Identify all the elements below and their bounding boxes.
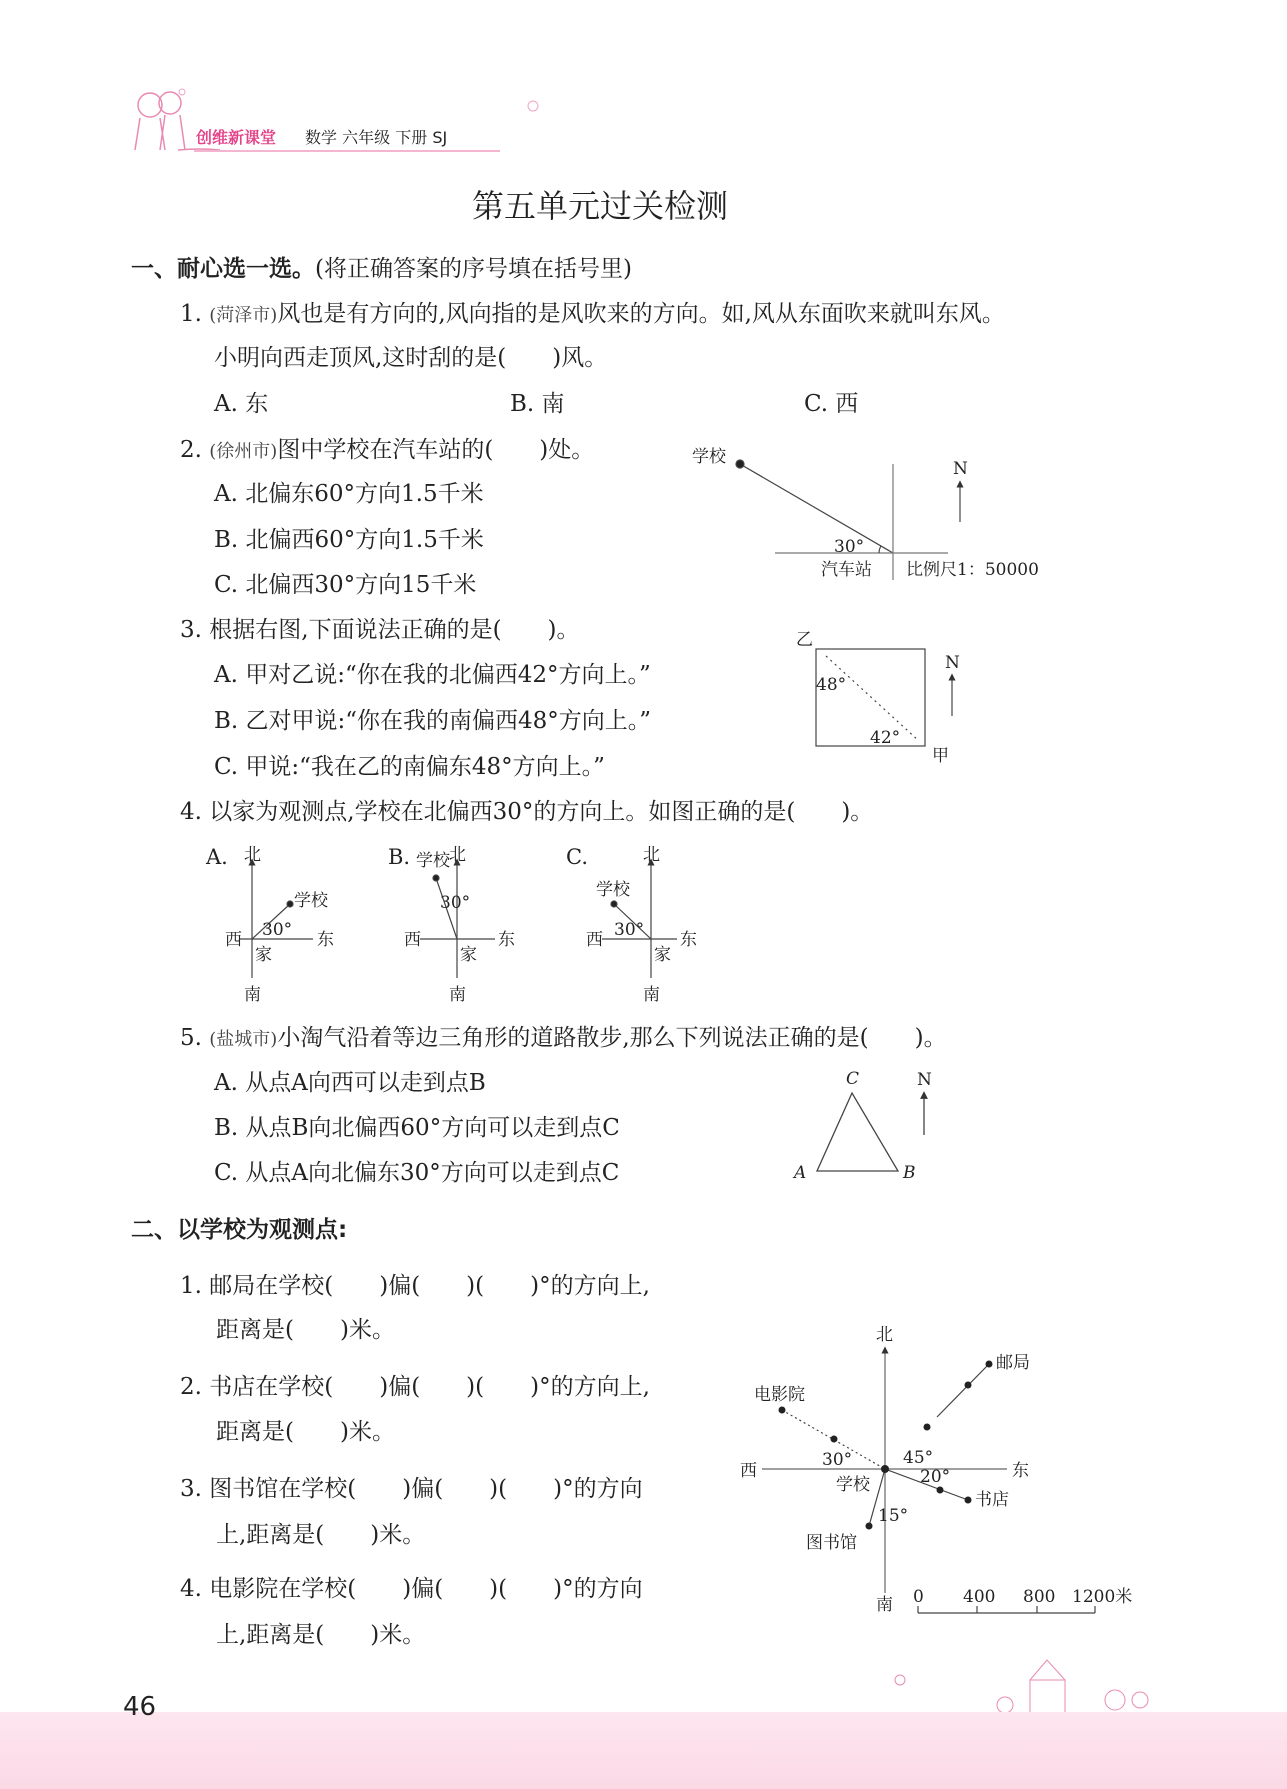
north-label: 北 [643, 845, 660, 865]
scale-1200-label: 1200米 [1072, 1587, 1133, 1607]
q-text: 书店在学校( )偏( )( )°的方向上, [209, 1374, 650, 1400]
q2-station-label: 汽车站 [821, 560, 872, 580]
q-number: 5. [180, 1025, 202, 1051]
west-label: 西 [404, 930, 421, 950]
q-text: 邮局在学校( )偏( )( )°的方向上, [209, 1273, 650, 1299]
page-title: 第五单元过关检测 [472, 187, 729, 225]
q-number: 2. [180, 1374, 202, 1400]
east-label: 东 [317, 930, 334, 950]
school-dot [881, 1465, 889, 1473]
q1-option-b: B. 南 [510, 391, 565, 417]
volume: 下册 [395, 128, 428, 147]
north-label: 北 [876, 1325, 893, 1345]
s2-item3-line2: 上,距离是( )米。 [216, 1522, 426, 1548]
edition: SJ [432, 128, 448, 147]
footer-castle-decoration [895, 1660, 1148, 1715]
q2-scale-label: 比例尺1：50000 [906, 560, 1039, 580]
school-label: 学校 [836, 1475, 870, 1495]
section2-heading: 二、以学校为观测点: [131, 1217, 348, 1243]
q5-option-a: A. 从点A向西可以走到点B [214, 1070, 486, 1096]
bookstore-label: 书店 [975, 1490, 1009, 1510]
section-note: (将正确答案的序号填在括号里) [315, 256, 632, 282]
q4-option-a-label: A. [206, 845, 228, 869]
q3-option-c: C. 甲说:“我在乙的南偏东48°方向上。” [214, 754, 605, 780]
q-text: 电影院在学校( )偏( )( )°的方向 [209, 1576, 643, 1602]
angle-45-label: 45° [903, 1448, 934, 1468]
angle-label: 30° [440, 893, 471, 913]
q-source: (盐城市) [209, 1029, 278, 1050]
post-office-label: 邮局 [996, 1353, 1030, 1373]
school-label: 学校 [596, 880, 630, 900]
q-text: 风也是有方向的,风向指的是风吹来的方向。如,风从东面吹来就叫东风。 [277, 301, 1005, 327]
school-label: 学校 [294, 891, 328, 911]
west-label: 西 [225, 930, 242, 950]
s2-item4-line2: 上,距离是( )米。 [216, 1622, 426, 1648]
q5-option-b: B. 从点B向北偏西60°方向可以走到点C [214, 1115, 620, 1141]
q-number: 3. [180, 1476, 202, 1502]
cinema-label: 电影院 [754, 1385, 805, 1405]
q3-jia-label: 甲 [932, 746, 949, 766]
west-label: 西 [586, 930, 603, 950]
north-label: 北 [244, 845, 261, 865]
angle-label: 30° [262, 920, 293, 940]
q4-option-c-label: C. [566, 845, 588, 869]
q5-triangle [817, 1093, 924, 1171]
school-dot [736, 460, 744, 468]
q3-option-b: B. 乙对甲说:“你在我的南偏西48°方向上。” [214, 708, 652, 734]
angle-15-label: 15° [878, 1506, 909, 1526]
q3-yi-label: 乙 [796, 630, 813, 650]
q1-line2: 小明向西走顶风,这时刮的是( )风。 [214, 345, 608, 371]
east-label: 东 [498, 930, 515, 950]
scale-400-label: 400 [963, 1587, 996, 1607]
q-number: 1. [180, 1273, 202, 1299]
page-number: 46 [123, 1692, 157, 1722]
home-label: 家 [255, 945, 272, 965]
q3-angle48: 48° [816, 675, 847, 695]
south-label: 南 [244, 985, 261, 1005]
q2-north-label: N [953, 459, 968, 479]
q3-north-label: N [945, 653, 960, 673]
angle-label: 30° [614, 920, 645, 940]
point-c-label: C [846, 1069, 860, 1089]
point-b-label: B [903, 1163, 916, 1183]
q-number: 2. [180, 437, 202, 463]
q-number: 4. [180, 799, 202, 825]
s2-item1-line2: 距离是( )米。 [216, 1317, 395, 1343]
school-label: 学校 [416, 851, 450, 871]
east-label: 东 [1012, 1461, 1029, 1481]
angle-20-label: 20° [920, 1467, 951, 1487]
west-label: 西 [740, 1461, 757, 1481]
south-label: 南 [876, 1595, 893, 1615]
point-a-label: A [794, 1163, 807, 1183]
q2-option-c: C. 北偏西30°方向15千米 [214, 572, 477, 598]
q3-option-a: A. 甲对乙说:“你在我的北偏西42°方向上。” [214, 662, 651, 688]
q1-option-a: A. 东 [214, 391, 269, 417]
q3-angle42: 42° [870, 728, 901, 748]
q-source: (徐州市) [209, 441, 278, 462]
south-label: 南 [643, 985, 660, 1005]
q-text: 小淘气沿着等边三角形的道路散步,那么下列说法正确的是( )。 [277, 1025, 947, 1051]
library-label: 图书馆 [806, 1533, 857, 1553]
scale-800-label: 800 [1023, 1587, 1056, 1607]
q-number: 3. [180, 617, 202, 643]
q2-school-label: 学校 [692, 447, 726, 467]
q1-option-c: C. 西 [804, 391, 859, 417]
q-text: 图书馆在学校( )偏( )( )°的方向 [209, 1476, 643, 1502]
footer-band [0, 1712, 1287, 1789]
q-number: 4. [180, 1576, 202, 1602]
q-text: 根据右图,下面说法正确的是( )。 [209, 617, 580, 643]
q2-option-a: A. 北偏东60°方向1.5千米 [214, 481, 484, 507]
home-label: 家 [654, 945, 671, 965]
q-number: 1. [180, 301, 202, 327]
q-text: 图中学校在汽车站的( )处。 [277, 437, 595, 463]
grade: 六年级 [342, 128, 391, 147]
south-label: 南 [449, 985, 466, 1005]
brand-name: 创维新课堂 [196, 128, 277, 147]
q5-option-c: C. 从点A向北偏东30°方向可以走到点C [214, 1160, 620, 1186]
subject: 数学 [305, 128, 338, 147]
q2-angle-label: 30° [834, 537, 865, 557]
q-text: 以家为观测点,学校在北偏西30°的方向上。如图正确的是( )。 [209, 799, 874, 825]
q-source: (菏泽市) [209, 305, 278, 326]
section-title: 一、耐心选一选。 [131, 256, 315, 282]
q2-option-b: B. 北偏西60°方向1.5千米 [214, 527, 484, 553]
angle-30-label: 30° [822, 1450, 853, 1470]
scale-0-label: 0 [913, 1587, 924, 1607]
home-label: 家 [460, 945, 477, 965]
east-label: 东 [680, 930, 697, 950]
north-label: N [917, 1070, 932, 1090]
north-label: 北 [449, 845, 466, 865]
q4-option-b-label: B. [388, 845, 411, 869]
s2-item2-line2: 距离是( )米。 [216, 1419, 395, 1445]
